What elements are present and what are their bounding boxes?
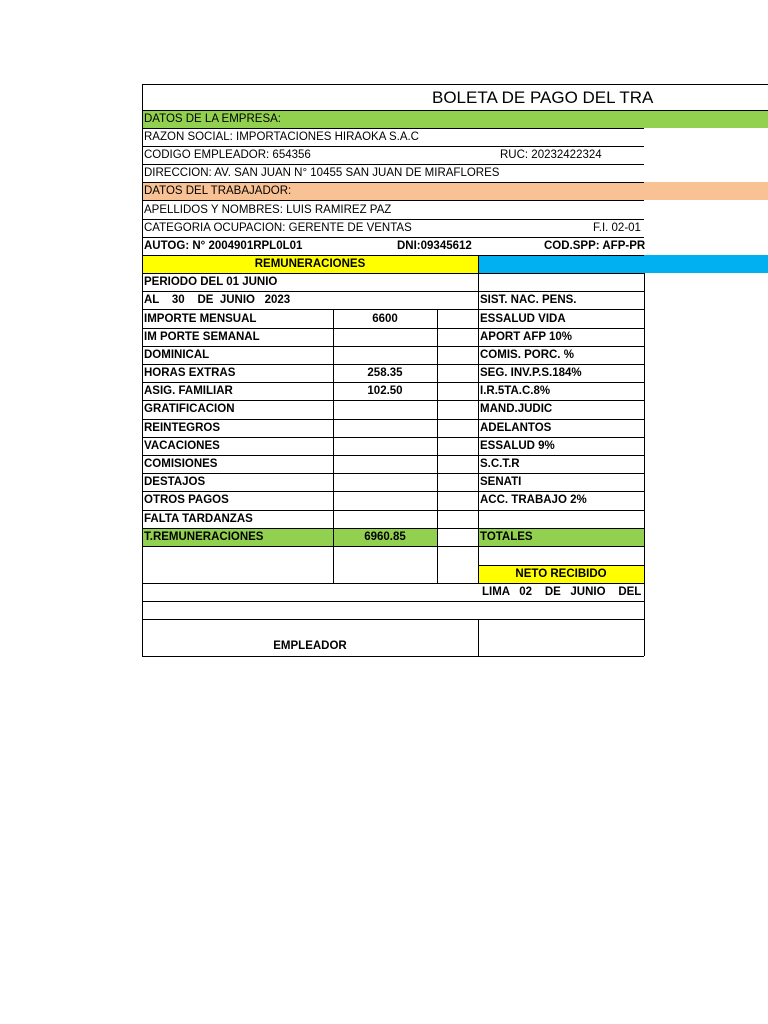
periodo: PERIODO DEL 01 JUNIO [144,276,278,288]
grid-line [142,84,143,656]
periodo-al: AL 30 DE JUNIO 2023 [144,294,291,306]
trabajador-autog: AUTOG: N° 2004901RPL0L01 [144,240,303,252]
descuento-label: ESSALUD 9% [480,440,555,452]
document-title: BOLETA DE PAGO DEL TRA [432,88,654,107]
grid-line [478,619,479,656]
descuento-label: I.R.5TA.C.8% [480,385,551,397]
direccion: DIRECCION: AV. SAN JUAN N° 10455 SAN JUAN DE MIRAFLORES [144,167,500,179]
rem-value: 258.35 [367,367,403,379]
trabajador-codspp: COD.SPP: AFP-PR [544,240,646,252]
ruc: RUC: 20232422324 [500,149,602,161]
rem-label: GRATIFICACION [144,403,235,415]
remuneraciones-header: REMUNERACIONES [254,258,366,270]
descuento-label: S.C.T.R [480,458,520,470]
grid-line [142,473,644,474]
neto-recibido-label: NETO RECIBIDO [515,568,607,580]
trabajador-fi: F.I. 02-01 [593,222,641,234]
trabajador-header: DATOS DEL TRABAJADOR: [144,185,292,197]
rem-label: IMPORTE MENSUAL [144,313,257,325]
descuento-label: COMIS. PORC. % [480,349,574,361]
grid-line [644,273,645,656]
trabajador-nombres: APELLIDOS Y NOMBRES: LUIS RAMIREZ PAZ [144,204,392,216]
razon-social: RAZON SOCIAL: IMPORTACIONES HIRAOKA S.A.C [144,131,419,143]
totales-label: TOTALES [480,531,533,543]
descuento-label: ESSALUD VIDA [480,313,566,325]
rem-label: OTROS PAGOS [144,494,229,506]
descuento-label: SENATI [480,476,522,488]
grid-line [437,309,438,583]
grid-line [142,601,644,602]
grid-line [142,84,768,85]
rem-label: VACACIONES [144,440,220,452]
descuento-label: MAND.JUDIC [480,403,553,415]
codigo-empleador: CODIGO EMPLEADOR: 654356 [144,149,311,161]
descuento-label: ACC. TRABAJO 2% [480,494,587,506]
grid-line [478,255,479,583]
lima-date-line: LIMA 02 DE JUNIO DEL [482,586,642,598]
rem-label: FALTA TARDANZAS [144,513,253,525]
trabajador-dni: DNI:09345612 [397,240,472,252]
grid-line [142,656,644,657]
rem-label: DOMINICAL [144,349,210,361]
descuento-label: APORT AFP 10% [480,331,573,343]
grid-line [142,546,644,547]
total-remuneraciones-value: 6960.85 [364,531,406,543]
rem-value: 6600 [372,313,398,325]
descuento-label: SEG. INV.P.S.184% [480,367,582,379]
rem-label: COMISIONES [144,458,218,470]
rem-label: IM PORTE SEMANAL [144,331,260,343]
rem-label: HORAS EXTRAS [144,367,236,379]
descuento-label: SIST. NAC. PENS. [480,294,577,306]
rem-value: 102.50 [367,385,403,397]
total-remuneraciones-label: T.REMUNERACIONES [144,531,264,543]
rem-label: DESTAJOS [144,476,206,488]
empleador-label: EMPLEADOR [273,640,347,652]
trabajador-categoria: CATEGORIA OCUPACION: GERENTE DE VENTAS [144,222,412,234]
rem-label: REINTEGROS [144,422,221,434]
grid-line [142,619,644,620]
empresa-header: DATOS DE LA EMPRESA: [144,113,281,125]
rem-label: ASIG. FAMILIAR [144,385,233,397]
descuento-label: ADELANTOS [480,422,552,434]
descuentos-header-fill [478,255,768,273]
